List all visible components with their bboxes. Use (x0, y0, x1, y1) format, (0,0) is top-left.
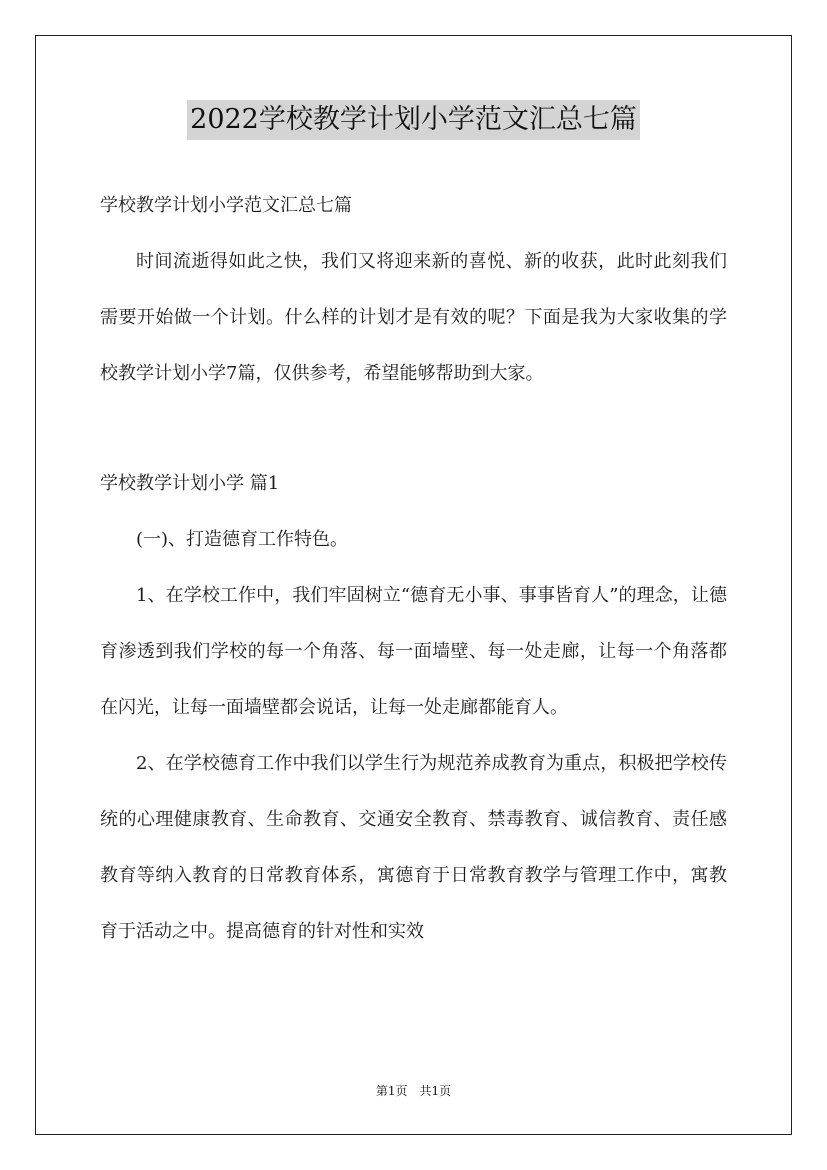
section-heading: 学校教学计划小学 篇1 (100, 473, 280, 494)
document-title: 2022学校教学计划小学范文汇总七篇 (187, 100, 640, 140)
body-paragraph-1: 1、在学校工作中，我们牢固树立“德育无小事、事事皆育人”的理念，让德育渗透到我们学校的每一个角落、每一面墙壁、每一处走廊，让每一个角落都在闪光，让每一面墙壁都会说话，让每一处走廊都能育人。 (100, 585, 727, 718)
paragraph-gap (100, 402, 727, 456)
body-paragraph-2: 2、在学校德育工作中我们以学生行为规范养成教育为重点，积极把学校传统的心理健康教育、生命教育、交通安全教育、禁毒教育、诚信教育、责任感教育等纳入教育的日常教育体系，寓德育于日常教育教学与管理工作中，寓教育于活动之中。提高德育的针对性和实效 (100, 753, 727, 942)
document-body (100, 178, 727, 960)
document-subtitle: 学校教学计划小学范文汇总七篇 (100, 195, 352, 216)
title-container (0, 100, 827, 140)
page-footer: 第1页 共1页 (375, 1084, 452, 1098)
intro-paragraph: 时间流逝得如此之快，我们又将迎来新的喜悦、新的收获，此时此刻我们需要开始做一个计划。什么样的计划才是有效的呢？下面是我为大家收集的学校教学计划小学7篇，仅供参考，希望能够帮助到大家。 (100, 251, 727, 384)
item-heading: (一)、打造德育工作特色。 (136, 529, 349, 550)
